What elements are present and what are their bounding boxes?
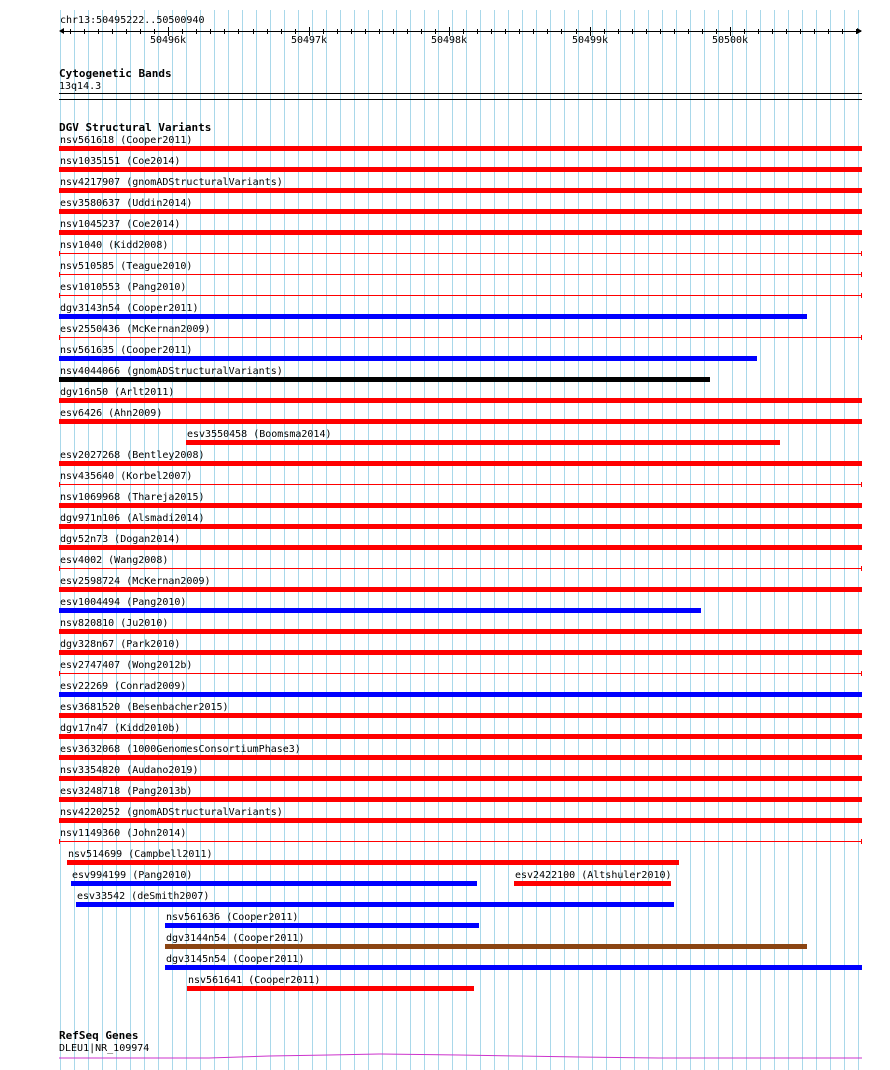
variant-bar-esv33542[interactable] <box>76 902 674 907</box>
variant-bar-end-cap <box>861 566 862 571</box>
ruler-minor-tick <box>561 29 562 34</box>
variant-label-esv2550436[interactable]: esv2550436 (McKernan2009) <box>60 324 211 335</box>
ruler-minor-tick <box>196 29 197 34</box>
variant-label-nsv561635[interactable]: nsv561635 (Cooper2011) <box>60 345 193 356</box>
variant-bar-esv3632068[interactable] <box>59 755 862 760</box>
variant-label-nsv561618[interactable]: nsv561618 (Cooper2011) <box>60 135 193 146</box>
ruler-minor-tick <box>660 29 661 34</box>
variant-label-nsv435640[interactable]: nsv435640 (Korbel2007) <box>60 471 193 482</box>
ruler-minor-tick <box>267 29 268 34</box>
variant-bar-start-cap <box>59 839 60 844</box>
variant-bar-nsv510585[interactable] <box>59 274 862 275</box>
variant-bar-esv2747407[interactable] <box>59 673 862 674</box>
variant-bar-end-cap <box>861 482 862 487</box>
variant-bar-dgv3143n54[interactable] <box>59 314 807 319</box>
ruler-right-arrow-icon <box>857 28 862 34</box>
ruler-minor-tick <box>337 29 338 34</box>
cytoband-separator-bottom <box>59 99 862 100</box>
ruler-tick-label: 50500k <box>711 35 749 46</box>
variant-label-nsv3354820[interactable]: nsv3354820 (Audano2019) <box>60 765 199 776</box>
variant-label-nsv561636[interactable]: nsv561636 (Cooper2011) <box>166 912 299 923</box>
variant-bar-nsv561636[interactable] <box>165 923 479 928</box>
variant-label-nsv820810[interactable]: nsv820810 (Ju2010) <box>60 618 169 629</box>
variant-label-nsv510585[interactable]: nsv510585 (Teague2010) <box>60 261 193 272</box>
variant-bar-end-cap <box>861 839 862 844</box>
cytoband-track-title[interactable]: Cytogenetic Bands <box>59 67 172 80</box>
ruler-left-arrow-icon <box>59 28 64 34</box>
cytoband-separator-top <box>59 93 862 94</box>
variant-bar-esv1004494[interactable] <box>59 608 701 613</box>
variant-label-esv994199[interactable]: esv994199 (Pang2010) <box>72 870 193 881</box>
variant-bar-esv3550458[interactable] <box>186 440 780 445</box>
ruler-minor-tick <box>576 29 577 34</box>
ruler-minor-tick <box>702 29 703 34</box>
variant-label-nsv561641[interactable]: nsv561641 (Cooper2011) <box>188 975 321 986</box>
variant-bar-end-cap <box>861 272 862 277</box>
variant-bar-esv22269[interactable] <box>59 692 862 697</box>
variant-bar-nsv4220252[interactable] <box>59 818 862 823</box>
variant-bar-esv6426[interactable] <box>59 419 862 424</box>
variant-label-dgv3145n54[interactable]: dgv3145n54 (Cooper2011) <box>166 954 305 965</box>
ruler-tick-label: 50499k <box>571 35 609 46</box>
ruler-minor-tick <box>224 29 225 34</box>
ruler-minor-tick <box>491 29 492 34</box>
variant-label-nsv1069968[interactable]: nsv1069968 (Thareja2015) <box>60 492 205 503</box>
ruler-minor-tick <box>112 29 113 34</box>
ruler-minor-tick <box>140 29 141 34</box>
ruler-minor-tick <box>238 29 239 34</box>
ruler-minor-tick <box>393 29 394 34</box>
variant-label-nsv4044066[interactable]: nsv4044066 (gnomADStructuralVariants) <box>60 366 283 377</box>
region-position-label: chr13:50495222..50500940 <box>60 15 205 26</box>
ruler-minor-tick <box>786 29 787 34</box>
refseq-gene-feature[interactable] <box>59 1052 862 1062</box>
ruler-minor-tick <box>800 29 801 34</box>
ruler-minor-tick <box>463 29 464 34</box>
variant-bar-dgv16n50[interactable] <box>59 398 862 403</box>
ruler-minor-tick <box>842 29 843 34</box>
variant-bar-esv3248718[interactable] <box>59 797 862 802</box>
ruler-minor-tick <box>98 29 99 34</box>
variant-bar-nsv3354820[interactable] <box>59 776 862 781</box>
ruler-axis[interactable] <box>61 31 861 32</box>
variant-bar-nsv1040[interactable] <box>59 253 862 254</box>
variant-bar-end-cap <box>861 335 862 340</box>
variant-bar-start-cap <box>59 671 60 676</box>
cytoband-label: 13q14.3 <box>59 81 102 92</box>
variant-bar-esv1010553[interactable] <box>59 295 862 296</box>
variant-label-esv2422100[interactable]: esv2422100 (Altshuler2010) <box>515 870 672 881</box>
variant-label-esv33542[interactable]: esv33542 (deSmith2007) <box>77 891 210 902</box>
variant-label-esv2598724[interactable]: esv2598724 (McKernan2009) <box>60 576 211 587</box>
variant-bar-nsv4217907[interactable] <box>59 188 862 193</box>
variant-bar-start-cap <box>59 251 60 256</box>
variant-label-dgv17n47[interactable]: dgv17n47 (Kidd2010b) <box>60 723 181 734</box>
variant-label-esv4002[interactable]: esv4002 (Wang2008) <box>60 555 169 566</box>
variant-bar-nsv1035151[interactable] <box>59 167 862 172</box>
ruler-minor-tick <box>519 29 520 34</box>
variant-bar-start-cap <box>59 293 60 298</box>
ruler-minor-tick <box>533 29 534 34</box>
variant-label-esv3632068[interactable]: esv3632068 (1000GenomesConsortiumPhase3) <box>60 744 301 755</box>
ruler-minor-tick <box>295 29 296 34</box>
ruler-minor-tick <box>84 29 85 34</box>
variant-bar-nsv4044066[interactable] <box>59 377 710 382</box>
variant-label-esv22269[interactable]: esv22269 (Conrad2009) <box>60 681 187 692</box>
ruler-minor-tick <box>646 29 647 34</box>
ruler-minor-tick <box>435 29 436 34</box>
ruler-tick-label: 50496k <box>149 35 187 46</box>
variant-label-nsv1040[interactable]: nsv1040 (Kidd2008) <box>60 240 169 251</box>
variant-bar-dgv52n73[interactable] <box>59 545 862 550</box>
variant-bar-esv2027268[interactable] <box>59 461 862 466</box>
variant-bar-esv2550436[interactable] <box>59 337 862 338</box>
variant-bar-esv2422100[interactable] <box>514 881 671 886</box>
ruler-minor-tick <box>547 29 548 34</box>
variant-label-esv1004494[interactable]: esv1004494 (Pang2010) <box>60 597 187 608</box>
ruler-minor-tick <box>182 29 183 34</box>
variant-label-esv2747407[interactable]: esv2747407 (Wong2012b) <box>60 660 193 671</box>
variant-label-dgv16n50[interactable]: dgv16n50 (Arlt2011) <box>60 387 175 398</box>
variant-bar-esv2598724[interactable] <box>59 587 862 592</box>
variant-bar-dgv17n47[interactable] <box>59 734 862 739</box>
variant-label-dgv3144n54[interactable]: dgv3144n54 (Cooper2011) <box>166 933 305 944</box>
ruler-minor-tick <box>351 29 352 34</box>
variant-label-nsv514699[interactable]: nsv514699 (Campbell2011) <box>68 849 213 860</box>
variant-bar-nsv1045237[interactable] <box>59 230 862 235</box>
ruler-minor-tick <box>126 29 127 34</box>
variant-bar-esv3580637[interactable] <box>59 209 862 214</box>
variant-label-dgv52n73[interactable]: dgv52n73 (Dogan2014) <box>60 534 181 545</box>
variant-bar-nsv514699[interactable] <box>67 860 679 865</box>
variant-bar-nsv435640[interactable] <box>59 484 862 485</box>
ruler-minor-tick <box>744 29 745 34</box>
variant-label-esv1010553[interactable]: esv1010553 (Pang2010) <box>60 282 187 293</box>
variant-label-esv6426[interactable]: esv6426 (Ahn2009) <box>60 408 163 419</box>
variant-label-esv3248718[interactable]: esv3248718 (Pang2013b) <box>60 786 193 797</box>
variant-bar-end-cap <box>861 671 862 676</box>
ruler-minor-tick <box>604 29 605 34</box>
variant-bar-start-cap <box>59 482 60 487</box>
ruler-minor-tick <box>379 29 380 34</box>
ruler-tick-label: 50498k <box>430 35 468 46</box>
ruler-minor-tick <box>618 29 619 34</box>
ruler-minor-tick <box>772 29 773 34</box>
refseq-track-title[interactable]: RefSeq Genes <box>59 1029 139 1042</box>
ruler-minor-tick <box>210 29 211 34</box>
variant-bar-end-cap <box>861 293 862 298</box>
variant-label-dgv3143n54[interactable]: dgv3143n54 (Cooper2011) <box>60 303 199 314</box>
variant-label-dgv971n106[interactable]: dgv971n106 (Alsmadi2014) <box>60 513 205 524</box>
variant-bar-esv4002[interactable] <box>59 568 862 569</box>
ruler-minor-tick <box>154 29 155 34</box>
ruler-minor-tick <box>70 29 71 34</box>
variant-bar-start-cap <box>59 335 60 340</box>
variant-bar-start-cap <box>59 566 60 571</box>
refseq-gene-label[interactable]: DLEU1|NR_109974 <box>59 1043 150 1054</box>
variant-bar-esv994199[interactable] <box>71 881 477 886</box>
ruler-tick-label: 50497k <box>290 35 328 46</box>
variant-bar-nsv1149360[interactable] <box>59 841 862 842</box>
variant-bar-nsv561641[interactable] <box>187 986 474 991</box>
variant-label-nsv1149360[interactable]: nsv1149360 (John2014) <box>60 828 187 839</box>
variant-label-esv3681520[interactable]: esv3681520 (Besenbacher2015) <box>60 702 229 713</box>
dgv-track-title[interactable]: DGV Structural Variants <box>59 121 212 134</box>
variant-bar-start-cap <box>59 272 60 277</box>
variant-label-esv2027268[interactable]: esv2027268 (Bentley2008) <box>60 450 205 461</box>
variant-bar-dgv3145n54[interactable] <box>165 965 862 970</box>
ruler-minor-tick <box>632 29 633 34</box>
ruler-minor-tick <box>365 29 366 34</box>
ruler-minor-tick <box>674 29 675 34</box>
ruler-minor-tick <box>505 29 506 34</box>
ruler-minor-tick <box>688 29 689 34</box>
variant-label-nsv1045237[interactable]: nsv1045237 (Coe2014) <box>60 219 181 230</box>
ruler-minor-tick <box>421 29 422 34</box>
ruler-minor-tick <box>281 29 282 34</box>
variant-bar-end-cap <box>861 251 862 256</box>
ruler-minor-tick <box>828 29 829 34</box>
variant-label-dgv328n67[interactable]: dgv328n67 (Park2010) <box>60 639 181 650</box>
variant-label-nsv4217907[interactable]: nsv4217907 (gnomADStructuralVariants) <box>60 177 283 188</box>
variant-bar-esv3681520[interactable] <box>59 713 862 718</box>
variant-bar-nsv1069968[interactable] <box>59 503 862 508</box>
ruler-minor-tick <box>253 29 254 34</box>
variant-bar-nsv561618[interactable] <box>59 146 862 151</box>
ruler-minor-tick <box>477 29 478 34</box>
variant-bar-nsv820810[interactable] <box>59 629 862 634</box>
variant-label-esv3580637[interactable]: esv3580637 (Uddin2014) <box>60 198 193 209</box>
ruler-minor-tick <box>323 29 324 34</box>
variant-label-nsv4220252[interactable]: nsv4220252 (gnomADStructuralVariants) <box>60 807 283 818</box>
ruler-minor-tick <box>407 29 408 34</box>
variant-bar-nsv561635[interactable] <box>59 356 757 361</box>
variant-bar-dgv971n106[interactable] <box>59 524 862 529</box>
ruler-minor-tick <box>814 29 815 34</box>
variant-bar-dgv3144n54[interactable] <box>165 944 807 949</box>
variant-label-nsv1035151[interactable]: nsv1035151 (Coe2014) <box>60 156 181 167</box>
ruler-minor-tick <box>758 29 759 34</box>
ruler-minor-tick <box>716 29 717 34</box>
variant-label-esv3550458[interactable]: esv3550458 (Boomsma2014) <box>187 429 332 440</box>
ruler-minor-tick <box>856 29 857 34</box>
variant-bar-dgv328n67[interactable] <box>59 650 862 655</box>
